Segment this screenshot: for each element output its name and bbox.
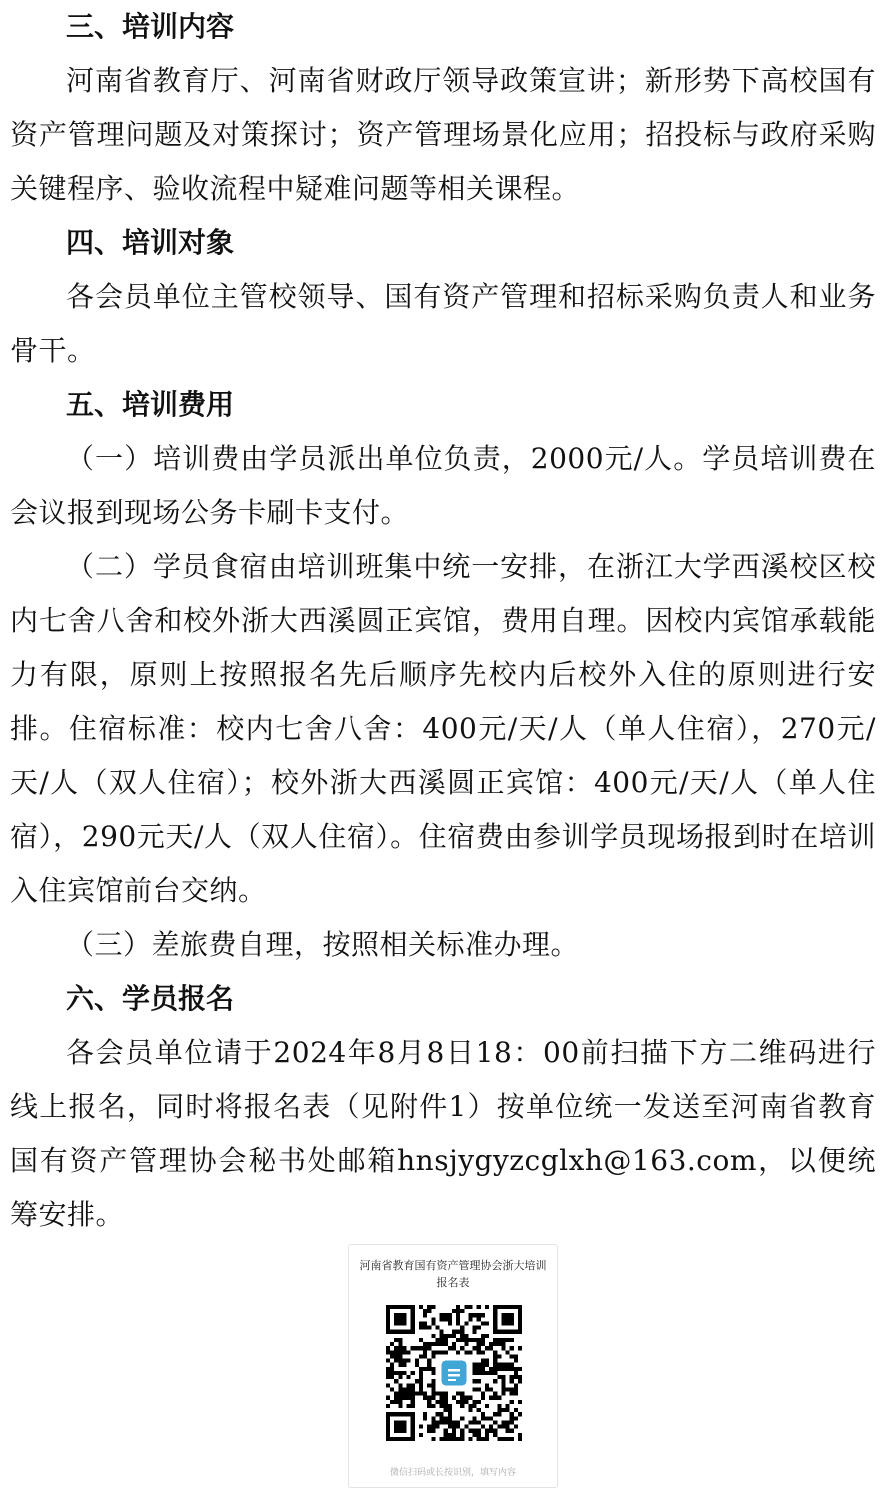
fee-paragraph-tuition: （一）培训费由学员派出单位负责，2000元/人。学员培训费在会议报到现场公务卡刷卡支付。 [10,442,876,529]
section-heading-registration: 六、学员报名 [66,982,235,1015]
qr-code-card[interactable] [348,1244,558,1488]
section-heading-fees: 五、培训费用 [66,388,235,421]
qr-card-caption: 微信扫码或长按识别，填写内容 [389,1468,516,1478]
qr-card-title: 河南省教育国有资产管理协会浙大培训报名表 [359,1259,547,1289]
section-heading-audience: 四、培训对象 [66,226,235,259]
registration-paragraph: 各会员单位请于2024年8月8日18：00前扫描下方二维码进行线上报名，同时将报名表（见附件1）按单位统一发送至河南省教育国有资产管理协会秘书处邮箱hnsjygyzcglxh@163.com，以便统筹安排。 [10,1036,876,1231]
training-content-paragraph: 河南省教育厅、河南省财政厅领导政策宣讲；新形势下高校国有资产管理问题及对策探讨；资产管理场景化应用；招投标与政府采购关键程序、验收流程中疑难问题等相关课程。 [10,64,876,205]
document-body [10,0,876,1242]
fee-paragraph-accommodation: （二）学员食宿由培训班集中统一安排，在浙江大学西溪校区校内七舍八舍和校外浙大西溪圆正宾馆，费用自理。因校内宾馆承载能力有限，原则上按照报名先后顺序先校内后校外入住的原则进行安排。住宿标准：校内七舍八舍：400元/天/人（单人住宿），270元/天/人（双人住宿）；校外浙大西溪圆正宾馆：400元/天/人（单人住宿），290元天/人（双人住宿）。住宿费由参训学员现场报到时在培训入住宾馆前台交纳。 [10,550,876,907]
fee-paragraph-travel: （三）差旅费自理，按照相关标准办理。 [66,928,580,961]
training-audience-paragraph: 各会员单位主管校领导、国有资产管理和招标采购负责人和业务骨干。 [10,280,876,367]
section-heading-content: 三、培训内容 [66,10,235,43]
qr-code-icon[interactable] [386,1305,522,1441]
